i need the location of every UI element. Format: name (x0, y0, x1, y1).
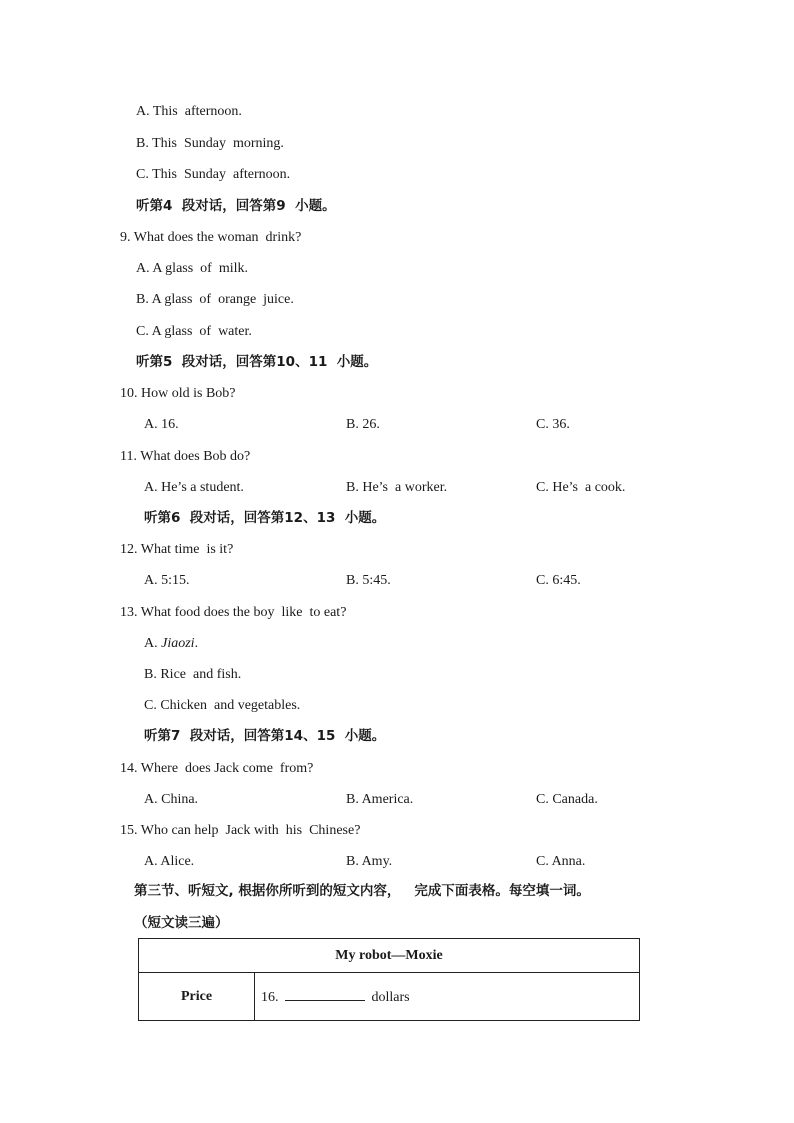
q12-option-b: B. 5:45. (346, 573, 391, 588)
q13-option-c: C. Chicken and vegetables. (144, 698, 301, 713)
blank-number: 16. (261, 989, 279, 1005)
robot-table (138, 938, 640, 1021)
question-10: 10. How old is Bob? (120, 386, 236, 401)
q8-option-a: A. This afternoon. (136, 104, 242, 119)
q9-option-b: B. A glass of orange juice. (136, 292, 294, 307)
section-heading-5: 听第5 段对话，回答第10、11 小题。 (136, 354, 378, 370)
part3-note: （短文读三遍） (134, 915, 229, 931)
q10-option-b: B. 26. (346, 417, 380, 432)
q15-option-a: A. Alice. (144, 854, 195, 869)
question-14: 14. Where does Jack come from? (120, 761, 314, 776)
q15-option-c: C. Anna. (536, 854, 586, 869)
q14-option-b: B. America. (346, 792, 414, 807)
question-11: 11. What does Bob do? (120, 449, 251, 464)
q14-option-a: A. China. (144, 792, 199, 807)
q10-option-a: A. 16. (144, 417, 179, 432)
q11-option-c: C. He’s a cook. (536, 480, 626, 495)
q12-option-c: C. 6:45. (536, 573, 581, 588)
q12-option-a: A. 5:15. (144, 573, 190, 588)
q13-option-a-suffix: . (194, 636, 199, 651)
question-9: 9. What does the woman drink? (120, 230, 302, 245)
question-13: 13. What food does the boy like to eat? (120, 605, 347, 620)
q11-option-b: B. He’s a worker. (346, 480, 448, 495)
price-unit: dollars (371, 989, 410, 1005)
q13-option-a-word: Jiaozi (161, 636, 195, 651)
answer-blank[interactable] (285, 988, 365, 1001)
part3-heading: 第三节、听短文, 根据你所听到的短文内容， 完成下面表格。每空填一词。 (134, 883, 590, 899)
q9-option-a: A. A glass of milk. (136, 261, 249, 276)
q9-option-c: C. A glass of water. (136, 324, 252, 339)
q11-option-a: A. He’s a student. (144, 480, 244, 495)
q10-option-c: C. 36. (536, 417, 570, 432)
table-header-row (139, 939, 640, 973)
q13-option-a (144, 635, 198, 653)
section-heading-4: 听第4 段对话，回答第9 小题。 (136, 198, 336, 214)
q13-option-b: B. Rice and fish. (144, 667, 242, 682)
section-heading-6: 听第6 段对话，回答第12、13 小题。 (144, 510, 386, 526)
q13-option-a-prefix: A. (144, 636, 162, 651)
q8-option-c: C. This Sunday afternoon. (136, 167, 291, 182)
q14-option-c: C. Canada. (536, 792, 598, 807)
price-label: Price (139, 973, 255, 1021)
section-heading-7: 听第7 段对话，回答第14、15 小题。 (144, 728, 386, 744)
table-title: My robot—Moxie (139, 939, 640, 973)
q15-option-b: B. Amy. (346, 854, 393, 869)
question-12: 12. What time is it? (120, 542, 234, 557)
price-value-cell (255, 973, 640, 1021)
question-15: 15. Who can help Jack with his Chinese? (120, 823, 361, 838)
q8-option-b: B. This Sunday morning. (136, 136, 284, 151)
table-row (139, 973, 640, 1021)
